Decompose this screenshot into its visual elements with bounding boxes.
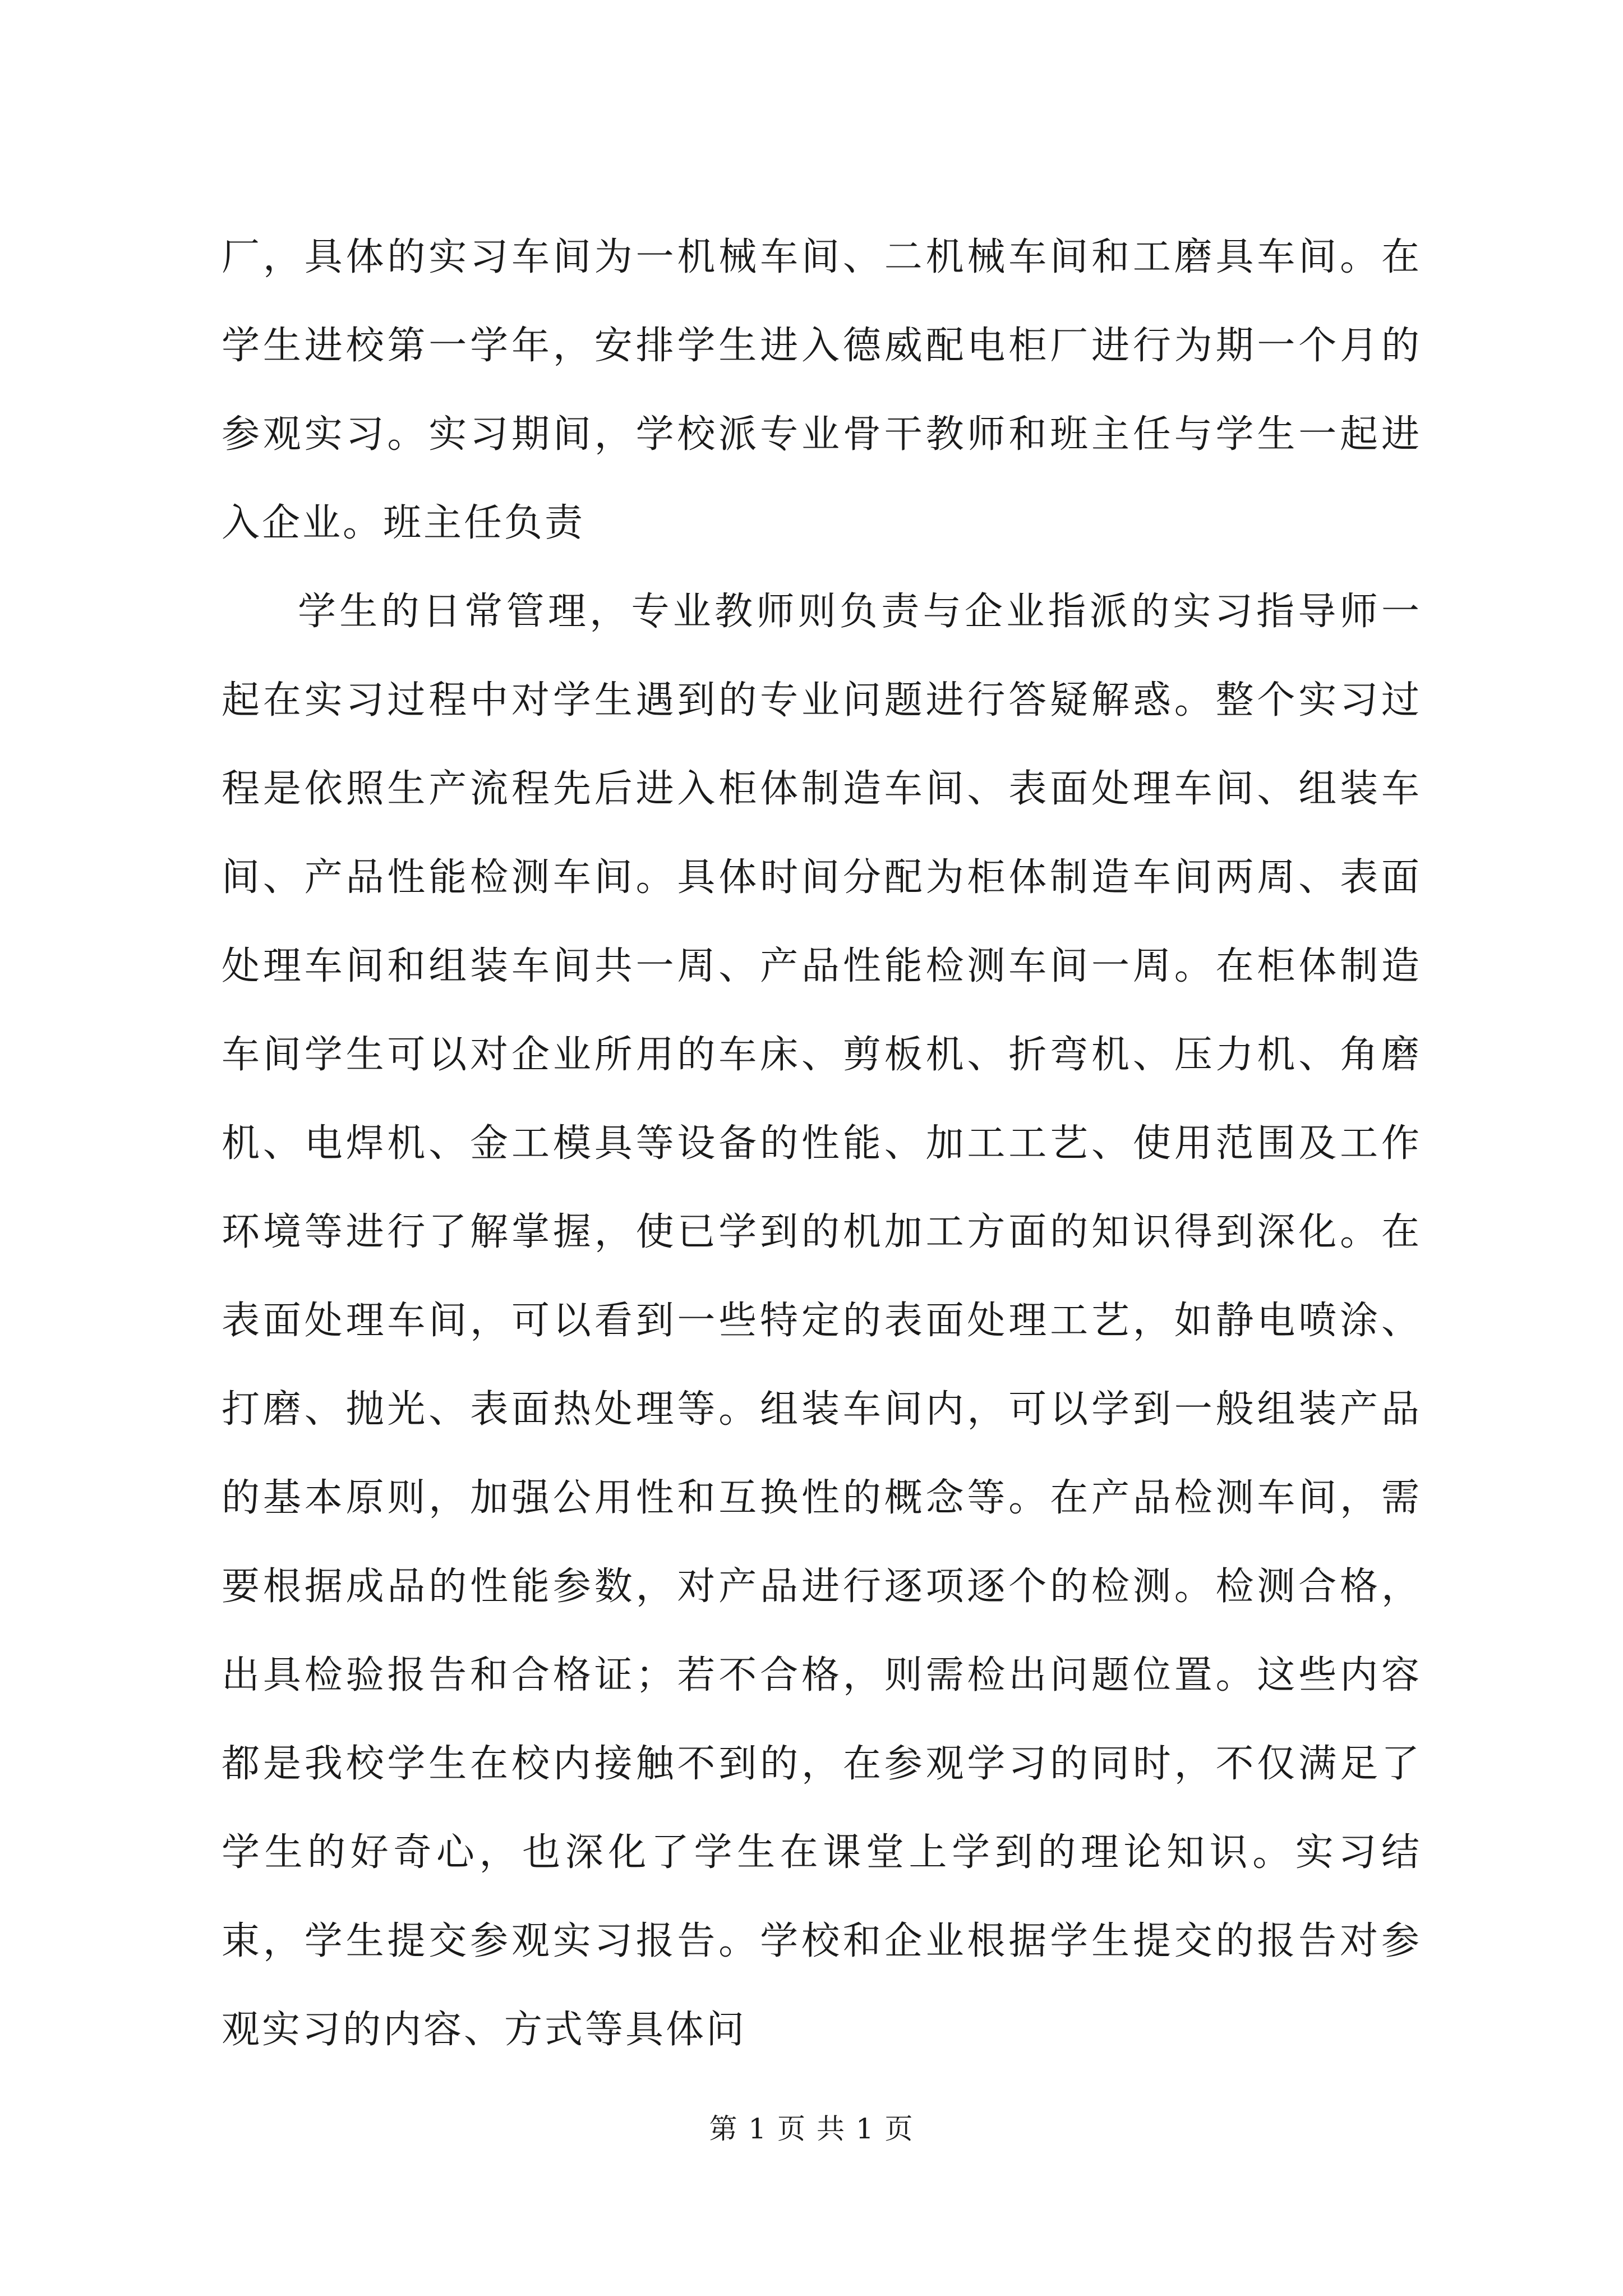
paragraph-2: 学生的日常管理，专业教师则负责与企业指派的实习指导师一起在实习过程中对学生遇到的专业问题进行答疑解惑。整个实习过程是依照生产流程先后进入柜体制造车间、表面处理车间、组装车间、产品性能检测车间。具体时间分配为柜体制造车间两周、表面处理车间和组装车间共一周、产品性能检测车间一周。在柜体制造车间学生可以对企业所用的车床、剪板机、折弯机、压力机、角磨机、电焊机、金工模具等设备的性能、加工工艺、使用范围及工作环境等进行了解掌握，使已学到的机加工方面的知识得到深化。在表面处理车间，可以看到一些特定的表面处理工艺，如静电喷涂、打磨、抛光、表面热处理等。组装车间内，可以学到一般组装产品的基本原则，加强公用性和互换性的概念等。在产品检测车间，需要根据成品的性能参数，对产品进行逐项逐个的检测。检测合格，出具检验报告和合格证；若不合格，则需检出问题位置。这些内容都是我校学生在校内接触不到的，在参观学习的同时，不仅满足了学生的好奇心，也深化了学生在课堂上学到的理论知识。实习结束，学生提交参观实习报告。学校和企业根据学生提交的报告对参观实习的内容、方式等具体问 [222, 590, 1422, 2052]
document-body [222, 213, 1422, 2074]
page-footer: 第 1 页 共 1 页 [709, 2113, 914, 2145]
paragraph-1: 厂，具体的实习车间为一机械车间、二机械车间和工磨具车间。在学生进校第一学年，安排学生进入德威配电柜厂进行为期一个月的参观实习。实习期间，学校派专业骨干教师和班主任与学生一起进入企业。班主任负责 [222, 235, 1422, 545]
